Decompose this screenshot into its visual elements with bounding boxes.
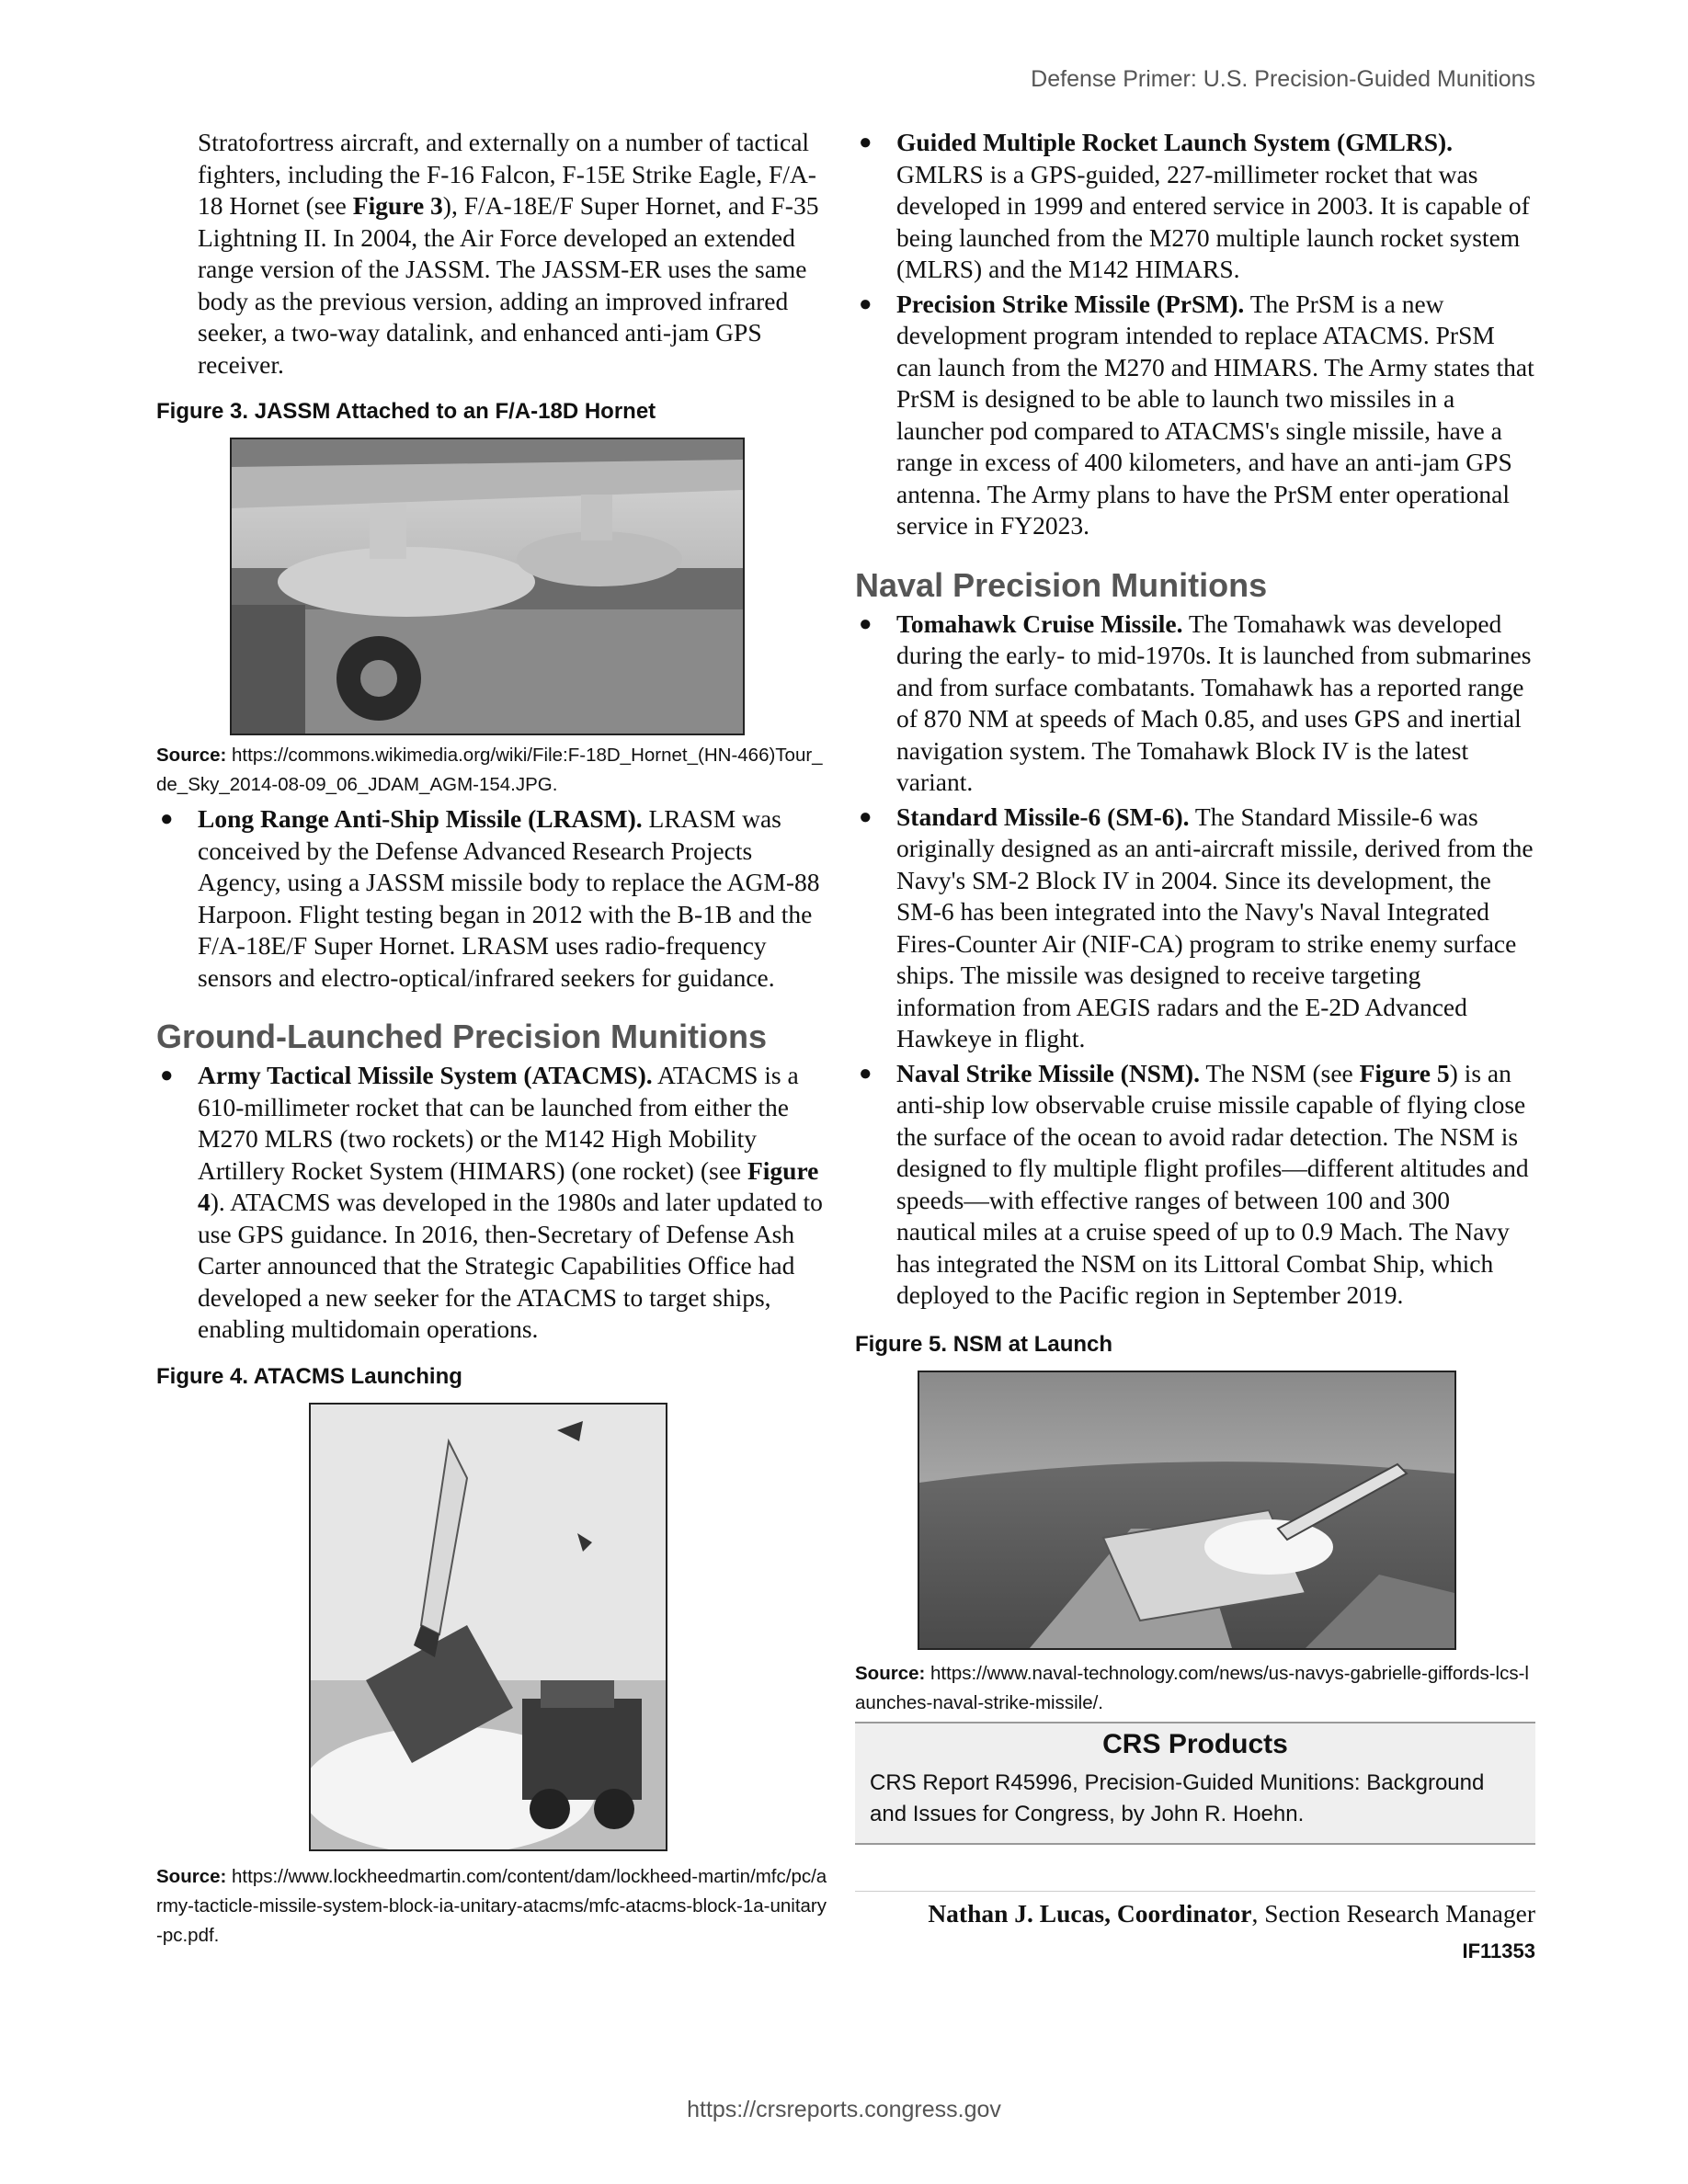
- right-column: [855, 127, 1535, 1963]
- figure-3-caption: Figure 3. JASSM Attached to an F/A-18D Hornet: [156, 399, 656, 424]
- bullet-lrasm: [156, 803, 829, 994]
- bullet-text-end: ) is an anti-ship low observable cruise missile capable of flying close the surface of the ocean to avoid radar detection. The NSM is designed to fly multiple flight profiles—different altitudes and speeds—with effective ranges of between 100 and 300 nautical miles at a cruise speed of up to 0.9 Mach. The Navy has integrated the NSM on its Littoral Combat Ship, which deployed to the Pacific region in September 2019.: [896, 1058, 1529, 1309]
- bullet-nsm: [855, 1058, 1535, 1312]
- figure-5-photo: [918, 1371, 1456, 1650]
- running-header: Defense Primer: U.S. Precision-Guided Munitions: [1031, 66, 1535, 92]
- bullet-title: Precision Strike Missile (PrSM).: [896, 289, 1245, 318]
- bullet-icon: ●: [859, 1061, 873, 1086]
- left-column: [156, 127, 829, 1954]
- figure-5-caption: Figure 5. NSM at Launch: [855, 1331, 1113, 1357]
- bullet-icon: ●: [859, 611, 873, 636]
- figure-5-ref[interactable]: Figure 5: [1359, 1058, 1450, 1087]
- bullet-icon: ●: [859, 291, 873, 316]
- bullet-text: The Tomahawk was developed during the early- to mid-1970s. It is launched from submarines and from surface combatants. Tomahawk has a reported range of 870 NM at speeds of Mach 0.85, and uses GPS and inertial navigation system. The Tomahawk Block IV is the latest variant.: [896, 609, 1532, 796]
- section-heading-ground: Ground-Launched Precision Munitions: [156, 1018, 768, 1055]
- figure-4-caption: Figure 4. ATACMS Launching: [156, 1363, 462, 1389]
- bullet-icon: ●: [160, 1064, 174, 1087]
- bullet-text: The Standard Missile-6 was originally designed as an anti-aircraft missile, derived from the Navy's SM-2 Block IV in 2004. Since its development, the SM-6 has been integrated into the Navy's Naval Integrated Fires-Counter Air (NIF-CA) program to strike enemy surface ships. The missile was designed to receive targeting information from AEGIS radars and the E-2D Advanced Hawkeye in flight.: [896, 802, 1534, 1052]
- figure-5-source-url[interactable]: https://www.naval-technology.com/news/us-navys-gabrielle-giffords-lcs-launches-naval-strike-missile/.: [855, 1662, 1529, 1713]
- bullet-text: LRASM was conceived by the Defense Advanced Research Projects Agency, using a JASSM missile body to replace the AGM-88 Harpoon. Flight testing began in 2012 with the B-1B and the F/A-18E/F Super Hornet. LRASM uses radio-frequency sensors and electro-optical/infrared seekers for guidance.: [198, 804, 820, 992]
- jet-wing-photo-graphic: [232, 439, 743, 734]
- bullet-title: Naval Strike Missile (NSM).: [896, 1058, 1200, 1087]
- bullet-atacms: [156, 1060, 829, 1346]
- figure-3-photo: [230, 438, 745, 735]
- section-heading-naval: Naval Precision Munitions: [855, 565, 1268, 604]
- bullet-title: Guided Multiple Rocket Launch System (GMLRS).: [896, 128, 1454, 156]
- crs-products-box: [855, 1722, 1535, 1845]
- ground-list: [156, 1060, 829, 1346]
- crs-products-text[interactable]: CRS Report R45996, Precision-Guided Munitions: Background and Issues for Congress, by John R. Hoehn.: [870, 1769, 1485, 1826]
- figure-3-source: [156, 741, 829, 800]
- bullet-text: The PrSM is a new development program intended to replace ATACMS. PrSM can launch from the M270 and HIMARS. The Army states that PrSM is designed to be able to launch two missiles in a launcher pod compared to ATACMS's single missile, have a range in excess of 400 kilometers, and have an anti-jam GPS antenna. The Army plans to have the PrSM enter operational service in FY2023.: [896, 289, 1534, 540]
- figure-4-ref[interactable]: Figure 4: [198, 1155, 819, 1216]
- source-label: Source:: [156, 745, 227, 766]
- intro-text-end: ), F/A-18E/F Super Hornet, and F-35 Lightning II. In 2004, the Air Force developed an extended range version of the JASSM. The JASSM-ER uses the same body as the previous version, adding an improved infrared seeker, a two-way datalink, and enhanced anti-jam GPS receiver.: [198, 191, 819, 379]
- footer-url[interactable]: https://crsreports.congress.gov: [687, 2097, 1001, 2122]
- bullet-title: Tomahawk Cruise Missile.: [896, 609, 1183, 638]
- bullet-title: Long Range Anti-Ship Missile (LRASM).: [198, 804, 643, 833]
- source-label: Source:: [156, 1865, 227, 1887]
- ship-launch-photo-graphic: [919, 1372, 1454, 1648]
- bullet-text: GMLRS is a GPS-guided, 227-millimeter rocket that was developed in 1999 and entered service in 2003. It is capable of being launched from the M270 multiple launch rocket system (MLRS) and the M142 HIMARS.: [896, 159, 1530, 283]
- author-name: Nathan J. Lucas, Coordinator: [928, 1898, 1252, 1928]
- source-label: Source:: [855, 1662, 926, 1684]
- intro-paragraph: [156, 127, 829, 381]
- rocket-launch-photo-graphic: [311, 1405, 666, 1849]
- author-line: [855, 1891, 1535, 1928]
- figure-3-ref[interactable]: Figure 3: [352, 191, 443, 220]
- bullet-gmlrs: [855, 127, 1535, 286]
- bullet-tomahawk: [855, 609, 1535, 799]
- author-role: , Section Research Manager: [1251, 1898, 1535, 1928]
- figure-5-source: [855, 1659, 1535, 1718]
- bullet-text: The NSM (see: [1199, 1058, 1360, 1087]
- crs-products-heading: CRS Products: [1102, 1728, 1288, 1759]
- naval-list: [855, 609, 1535, 1312]
- intro-text: Stratofortress aircraft, and externally on a number of tactical fighters, including the F-16 Falcon, F-15E Strike Eagle, F/A-18 Hornet (see: [198, 128, 816, 220]
- bullet-icon: ●: [859, 804, 873, 829]
- figure-4-photo: [309, 1403, 667, 1851]
- army-list: [855, 127, 1535, 542]
- bullet-title: Standard Missile-6 (SM-6).: [896, 802, 1190, 831]
- bullet-prsm: [855, 289, 1535, 542]
- bullet-title: Army Tactical Missile System (ATACMS).: [198, 1061, 653, 1089]
- bullet-icon: ●: [160, 807, 174, 831]
- bullet-sm6: [855, 802, 1535, 1055]
- figure-4-source: [156, 1862, 829, 1951]
- bullet-text-end: ). ATACMS was developed in the 1980s and later updated to use GPS guidance. In 2016, then-Secretary of Defense Ash Carter announced that the Strategic Capabilities Office had developed a new seeker for the ATACMS to target ships, enabling multidomain operations.: [198, 1188, 823, 1343]
- bullet-text: ATACMS is a 610-millimeter rocket that can be launched from either the M270 MLRS (two rockets) or the M142 High Mobility Artillery Rocket System (HIMARS) (one rocket) (see: [198, 1061, 799, 1185]
- figure-4-source-url[interactable]: https://www.lockheedmartin.com/content/dam/lockheed-martin/mfc/pc/army-tacticle-missile-system-block-ia-unitary-atacms/mfc-atacms-block-1a-unitary-pc.pdf.: [156, 1865, 827, 1946]
- lrasm-list: [156, 803, 829, 994]
- figure-3-source-url[interactable]: https://commons.wikimedia.org/wiki/File:F-18D_Hornet_(HN-466)Tour_de_Sky_2014-08-09_06_JDAM_AGM-154.JPG.: [156, 745, 823, 795]
- bullet-icon: ●: [859, 131, 873, 154]
- document-id: IF11353: [1462, 1939, 1535, 1962]
